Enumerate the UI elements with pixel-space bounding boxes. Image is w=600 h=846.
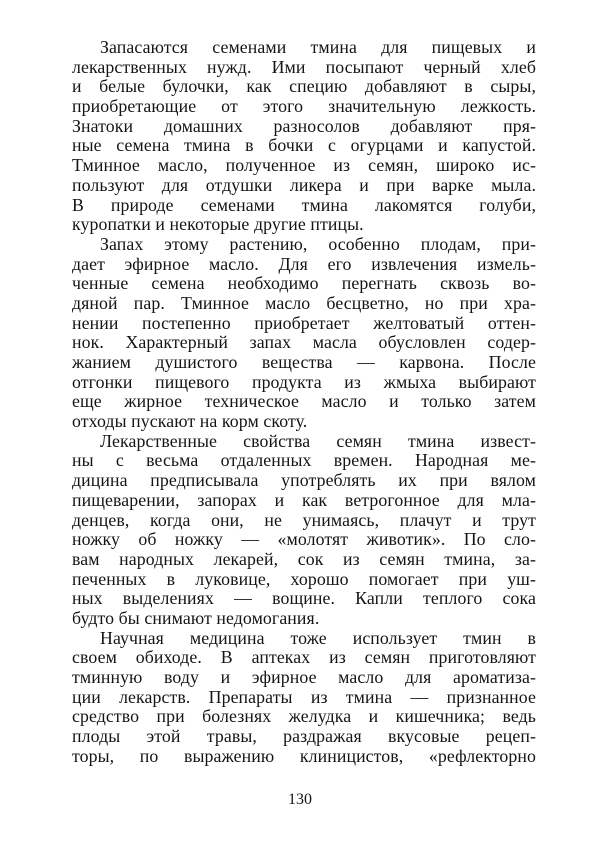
page-number: 130 (288, 791, 312, 808)
text-line: отгонки пищевого продукта из жмыха выбирают (72, 371, 536, 392)
text-line: денцев, когда они, не унимаясь, плачут и трут (72, 509, 536, 530)
text-line: дяной пар. Тминное масло бесцветно, но при хра- (72, 292, 536, 313)
text-line: будто бы снимают недомогания. (72, 607, 320, 628)
text-line: своем обиходе. В аптеках из семян приготовляют (72, 647, 536, 668)
text-line: Знатоки домашних разносолов добавляют пря- (72, 115, 536, 136)
paragraph-4 (72, 629, 536, 767)
text-line: Тминное масло, полученное из семян, широко ис- (72, 155, 536, 176)
text-line: ченные семена необходимо перегнать сквозь во- (72, 273, 536, 294)
text-line: В природе семенами тмина лакомятся голуби, (72, 194, 536, 215)
text-line: ножку об ножку — «молотят животик». По сло- (72, 529, 536, 550)
text-line: нении постепенно приобретает желтоватый оттен- (72, 312, 536, 333)
text-line: ны с весьма отдаленных времен. Народная ме- (72, 450, 536, 471)
text-line: ных выделениях — вощине. Капли теплого сока (72, 588, 536, 609)
text-line: дицина предписывала употреблять их при вялом (72, 470, 536, 491)
text-line: печенных в луковице, хорошо помогает при уш- (72, 568, 536, 589)
text-line: приобретающие от этого значительную лежкость. (72, 96, 536, 117)
text-line: Запасаются семенами тмина для пищевых и (100, 37, 536, 57)
text-line: нок. Характерный запах масла обусловлен содер- (72, 332, 536, 353)
text-line: дает эфирное масло. Для его извлечения измель- (72, 253, 536, 274)
paragraph-3 (72, 432, 536, 629)
text-line: вам народных лекарей, сок из семян тмина, за- (72, 548, 536, 569)
text-line: еще жирное техническое масло и только затем (72, 391, 536, 412)
text-line: ные семена тмина в бочки с огурцами и капустой. (72, 135, 536, 156)
text-line: жанием душистого вещества — карвона. После (72, 352, 536, 372)
paragraph-2 (72, 235, 536, 432)
text-line: Запах этому растению, особенно плодам, при- (100, 233, 536, 254)
text-line: ции лекарств. Препараты из тмина — признанное (72, 686, 536, 707)
text-line: плоды этой травы, раздражая вкусовые рецеп- (72, 726, 536, 747)
page-text (72, 38, 536, 766)
text-line: тминную воду и эфирное масло для ароматиза- (72, 667, 536, 687)
paragraph-1 (72, 38, 536, 235)
text-line: отходы пускают на корм скоту. (72, 411, 308, 432)
text-line: торы, по выражению клиницистов, «рефлекторно (72, 745, 536, 766)
text-line: пищеварении, запорах и как ветрогонное для мла- (72, 489, 536, 510)
text-line: средство при болезнях желудка и кишечника; ведь (72, 706, 536, 727)
text-line: и белые булочки, как специю добавляют в сыры, (72, 76, 536, 97)
text-line: Научная медицина тоже использует тмин в (100, 627, 536, 648)
text-line: пользуют для отдушки ликера и при варке мыла. (72, 174, 536, 195)
text-line: Лекарственные свойства семян тмина извест- (100, 430, 536, 451)
text-line: куропатки и некоторые другие птицы. (72, 214, 364, 235)
text-line: лекарственных нужд. Ими посыпают черный хлеб (72, 56, 536, 77)
